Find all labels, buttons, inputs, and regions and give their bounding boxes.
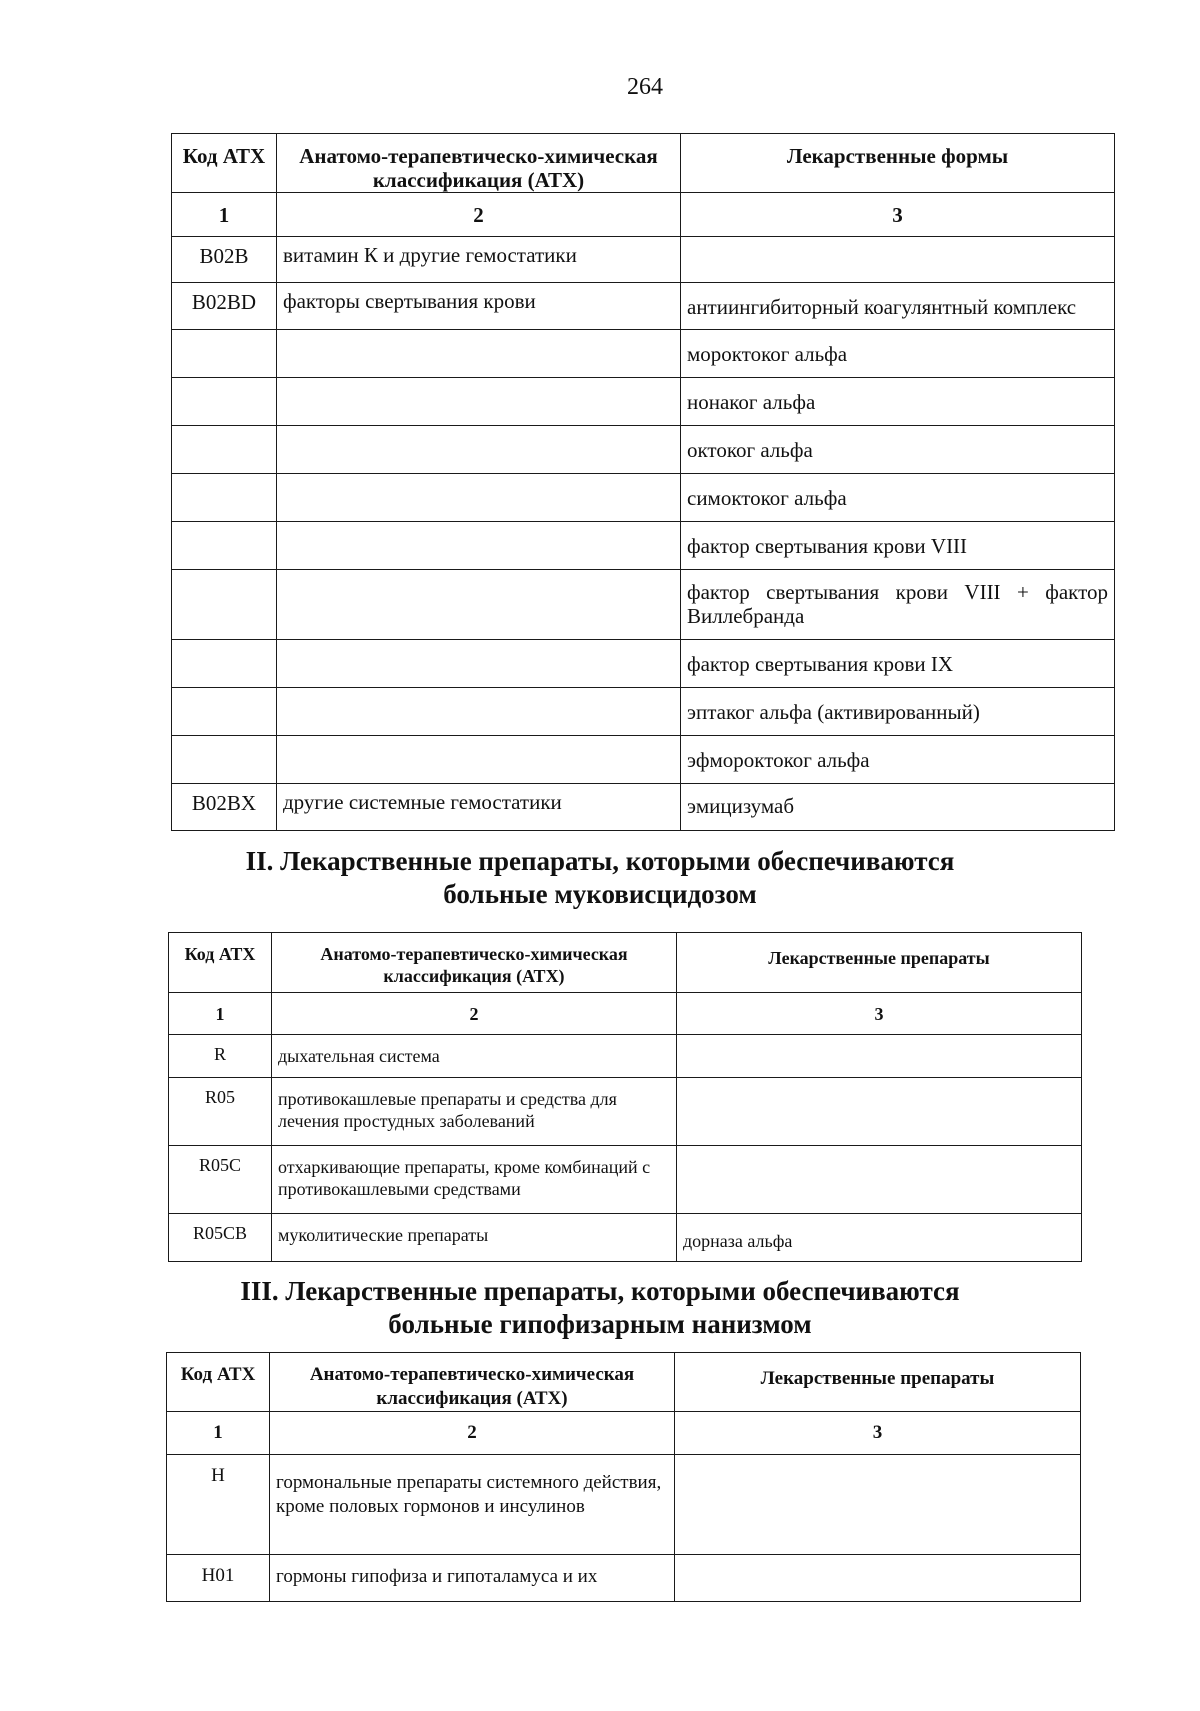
cystic-fibrosis-table	[168, 932, 1082, 1262]
table-row	[172, 736, 1115, 784]
header-medicines: Лекарственные препараты	[677, 933, 1082, 993]
atc-class: гормональные препараты системного действия, кроме половых гормонов и инсулинов	[270, 1455, 675, 1555]
section-3-title	[0, 1275, 1200, 1341]
atc-code: B02BX	[172, 784, 277, 831]
atc-class	[277, 640, 681, 688]
atc-class	[277, 330, 681, 378]
table-header-row	[169, 933, 1082, 993]
atc-code: R05C	[169, 1146, 272, 1214]
table-row	[172, 474, 1115, 522]
table-row	[169, 1035, 1082, 1078]
atc-code	[172, 640, 277, 688]
atc-code	[172, 378, 277, 426]
atc-class	[277, 426, 681, 474]
coagulation-factors-table	[171, 133, 1115, 831]
table-row	[172, 378, 1115, 426]
table-row	[172, 688, 1115, 736]
medicine	[677, 1078, 1082, 1146]
column-number: 2	[272, 993, 677, 1035]
atc-class: отхаркивающие препараты, кроме комбинаций с противокашлевыми средствами	[272, 1146, 677, 1214]
section-2-title	[0, 845, 1200, 911]
header-atc-classification: Анатомо-терапевтическо-химическая классификация (АТХ)	[272, 933, 677, 993]
column-number: 1	[172, 193, 277, 237]
atc-class: гормоны гипофиза и гипоталамуса и их	[270, 1555, 675, 1602]
table-row	[169, 1078, 1082, 1146]
dosage-form	[681, 237, 1115, 283]
table-row	[172, 237, 1115, 283]
atc-code: R05	[169, 1078, 272, 1146]
medicine: дорназа альфа	[677, 1214, 1082, 1262]
table-row	[169, 1146, 1082, 1214]
column-number: 3	[677, 993, 1082, 1035]
dosage-form: фактор свертывания крови IX	[681, 640, 1115, 688]
section-2-title-line1: II. Лекарственные препараты, которыми обеспечиваются	[245, 846, 955, 876]
medicine	[675, 1455, 1081, 1555]
column-number-row	[169, 993, 1082, 1035]
header-atc-classification: Анатомо-терапевтическо-химическая классификация (АТХ)	[277, 134, 681, 193]
section-3-title-line1: III. Лекарственные препараты, которыми обеспечиваются	[240, 1276, 960, 1306]
section-2-title-line2: больные муковисцидозом	[443, 879, 757, 909]
column-number: 2	[277, 193, 681, 237]
dosage-form: эптаког альфа (активированный)	[681, 688, 1115, 736]
column-number: 1	[167, 1412, 270, 1455]
atc-code: H01	[167, 1555, 270, 1602]
dosage-form: фактор свертывания крови VIII	[681, 522, 1115, 570]
table-row	[172, 640, 1115, 688]
atc-class	[277, 378, 681, 426]
column-number: 1	[169, 993, 272, 1035]
atc-code	[172, 426, 277, 474]
table-row	[172, 426, 1115, 474]
atc-class: витамин К и другие гемостатики	[277, 237, 681, 283]
atc-class: муколитические препараты	[272, 1214, 677, 1262]
atc-code	[172, 688, 277, 736]
atc-class	[277, 474, 681, 522]
atc-code	[172, 330, 277, 378]
table-row	[167, 1555, 1081, 1602]
atc-class: факторы свертывания крови	[277, 283, 681, 330]
column-number-row	[167, 1412, 1081, 1455]
atc-class	[277, 570, 681, 640]
table-row	[172, 522, 1115, 570]
atc-code: B02BD	[172, 283, 277, 330]
atc-code: H	[167, 1455, 270, 1555]
table-row	[172, 784, 1115, 831]
header-atc-classification: Анатомо-терапевтическо-химическая классификация (АТХ)	[270, 1353, 675, 1412]
atc-code: R05CB	[169, 1214, 272, 1262]
dosage-form: мороктоког альфа	[681, 330, 1115, 378]
column-number-row	[172, 193, 1115, 237]
table-row	[172, 283, 1115, 330]
header-medicines: Лекарственные препараты	[675, 1353, 1081, 1412]
dosage-form: эмицизумаб	[681, 784, 1115, 831]
medicine	[677, 1146, 1082, 1214]
table-header-row	[167, 1353, 1081, 1412]
table-row	[172, 570, 1115, 640]
column-number: 3	[675, 1412, 1081, 1455]
dosage-form: нонаког альфа	[681, 378, 1115, 426]
atc-code: B02B	[172, 237, 277, 283]
column-number: 3	[681, 193, 1115, 237]
atc-class: другие системные гемостатики	[277, 784, 681, 831]
dosage-form: симоктоког альфа	[681, 474, 1115, 522]
atc-class: дыхательная система	[272, 1035, 677, 1078]
atc-code	[172, 474, 277, 522]
page-number: 264	[627, 74, 663, 100]
dosage-form: антиингибиторный коагулянтный комплекс	[681, 283, 1115, 330]
medicine	[677, 1035, 1082, 1078]
table-row	[167, 1455, 1081, 1555]
atc-code	[172, 522, 277, 570]
column-number: 2	[270, 1412, 675, 1455]
dosage-form: октоког альфа	[681, 426, 1115, 474]
table-header-row	[172, 134, 1115, 193]
atc-code	[172, 570, 277, 640]
pituitary-dwarfism-table	[166, 1352, 1081, 1602]
medicine	[675, 1555, 1081, 1602]
atc-code: R	[169, 1035, 272, 1078]
dosage-form: фактор свертывания крови VIII + фактор Виллебранда	[681, 570, 1115, 640]
atc-class: противокашлевые препараты и средства для лечения простудных заболеваний	[272, 1078, 677, 1146]
dosage-form: эфмороктоког альфа	[681, 736, 1115, 784]
atc-class	[277, 736, 681, 784]
header-dosage-forms: Лекарственные формы	[681, 134, 1115, 193]
header-atc-code: Код АТХ	[169, 933, 272, 993]
atc-class	[277, 688, 681, 736]
table-row	[169, 1214, 1082, 1262]
header-atc-code: Код АТХ	[172, 134, 277, 193]
atc-class	[277, 522, 681, 570]
section-3-title-line2: больные гипофизарным нанизмом	[388, 1309, 812, 1339]
header-atc-code: Код АТХ	[167, 1353, 270, 1412]
atc-code	[172, 736, 277, 784]
table-row	[172, 330, 1115, 378]
